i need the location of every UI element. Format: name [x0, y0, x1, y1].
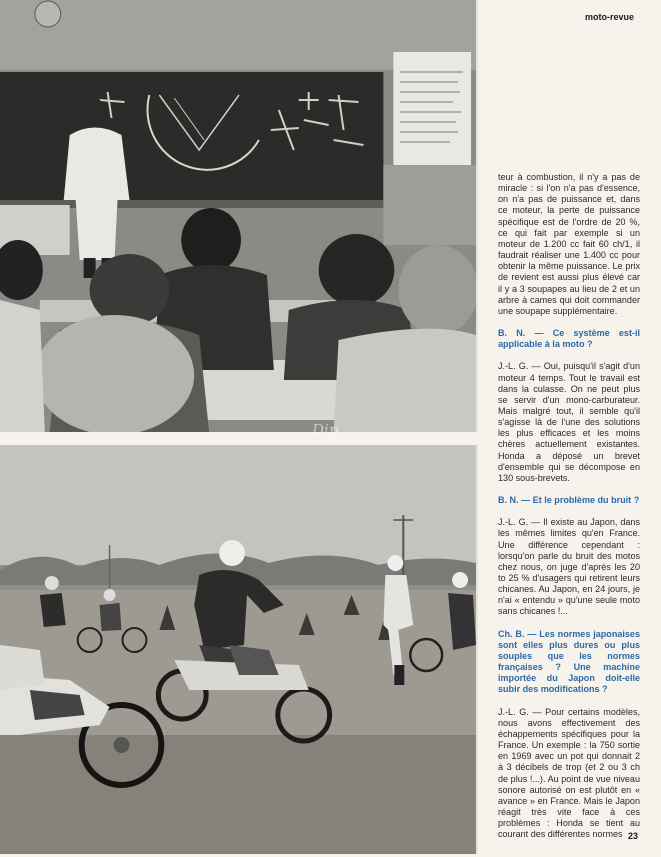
answer-paragraph: J.-L. G. — Oui, puisqu'il s'agit d'un moteur 4 temps. Tout le travail est dans la culasse. On ne peut plus se servir d'un mono-carburateur. Mais malgré tout, il semble qu'il s'agisse là de l'une des solutions les plus efficaces et les moins chères actuellement existantes. Honda a déposé un brevet d'ensemble qui se décompose en 130 sous-brevets.	[498, 361, 640, 483]
question-paragraph: Ch. B. — Les normes japonaises sont elles plus dures ou plus souples que les normes françaises ? Une machine importée du Japon doit-elle subir des modifications ?	[498, 628, 640, 695]
article-column	[498, 172, 640, 851]
page-number: 23	[628, 831, 639, 841]
running-header: moto-revue	[585, 12, 635, 22]
watermark: Dip	[312, 421, 339, 439]
answer-paragraph: J.-L. G. — Pour certains modèles, nous avons effectivement des échappements spécifiques pour la France. Un exemple : la 750 sortie en 1969 avec un pot qui donnait 2 à 3 décibels de trop (et 2 ou 3 ch de plus !...). Au point de vue niveau sonore autorisé on est plutôt en « avance » en France. Mais le Japon réagit très vite face à ces problèmes : Honda se tient au courant des différentes normes	[498, 706, 640, 840]
answer-paragraph: teur à combustion, il n'y a pas de miracle : si l'on n'a pas d'essence, on n'a pas de puissance et, dans ce moteur, la perte de puissance spécifique est de l'ordre de 20 %, ce qui fait par exemple si un moteur de 1.200 cc fait 60 ch/1, il faudrait réaliser une 1.400 cc pour obtenir la même puissance. Le prix de revient est aussi plus élevé car il y a 3 soupapes au lieu de 2 et un arbre à cames qui doit commander une soupape supplémentaire.	[498, 172, 640, 316]
answer-paragraph: J.-L. G. — Il existe au Japon, dans les mêmes limites qu'en France. Une différence cependant : lorsqu'on parle du bruit des motos chez nous, on juge d'après les 20 to 25 % d'usagers qui retirent leurs chicanes. Au Japon, en 24 jours, je n'ai « entendu » qu'une seule moto sans chicanes !...	[498, 517, 640, 617]
question-paragraph: B. N. — Et le problème du bruit ?	[498, 495, 640, 506]
motorcycle-course-photo	[0, 445, 478, 854]
classroom-photo	[0, 0, 478, 432]
question-paragraph: B. N. — Ce système est-il applicable à la moto ?	[498, 328, 640, 350]
